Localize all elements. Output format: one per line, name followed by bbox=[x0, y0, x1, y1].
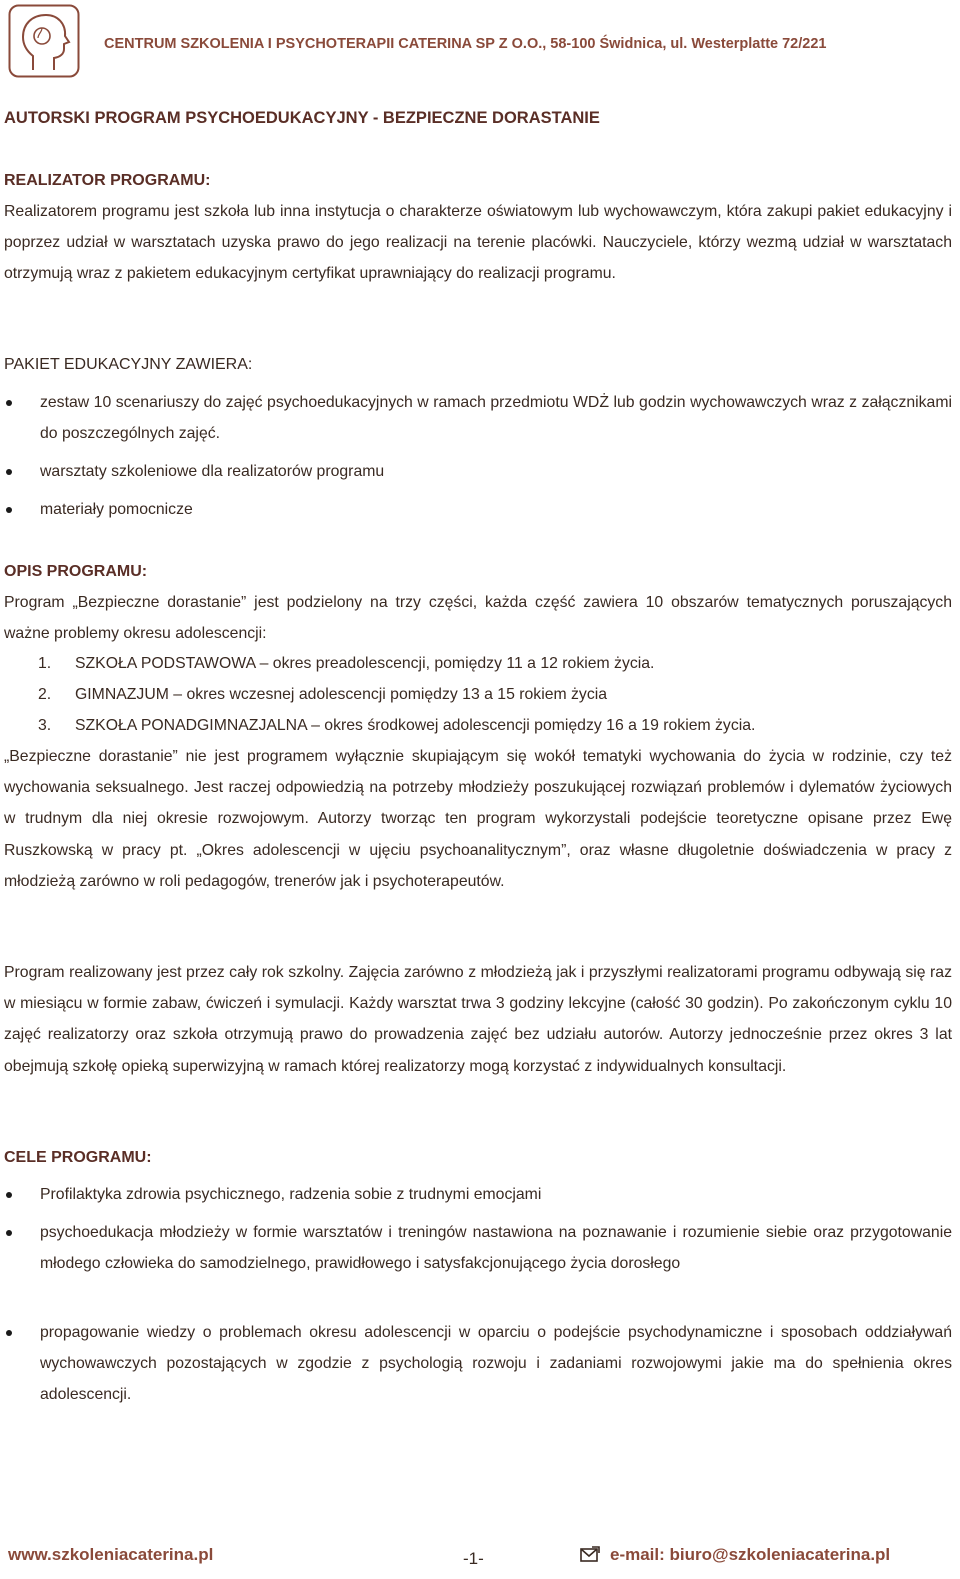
opis-intro: Program „Bezpieczne dorastanie” jest podzielony na trzy części, każda część zawiera 10 obszarów tematycznych poruszających ważne problemy okresu adolescencji: bbox=[4, 594, 952, 643]
realizator-text: Realizatorem programu jest szkoła lub inna instytucja o charakterze oświatowym lub wychowawczym, która zakupi pakiet edukacyjny i poprzez udział w warsztatach uzyska prawo do jego realizacji na terenie placówki. Nauczyciele, którzy wezmą udział w warsztatach otrzymują wraz z pakietem edukacyjnym certyfikat uprawniający do realizacji programu. bbox=[4, 203, 952, 283]
header-organization: CENTRUM SZKOLENIA I PSYCHOTERAPII CATERINA SP Z O.O., 58-100 Świdnica, ul. Westerplatte 72/221 bbox=[104, 36, 827, 52]
numbered-item bbox=[38, 655, 654, 673]
item-number: 2. bbox=[38, 686, 52, 703]
numbered-item bbox=[38, 717, 755, 735]
cele-item: psychoedukacja młodzieży w formie warsztatów i treningów nastawiona na poznawanie i rozumienie siebie oraz przygotowanie młodego człowieka do samodzielnego, prawidłowego i satysfakcjonującego życia dorosłego bbox=[40, 1224, 952, 1272]
footer-website-link[interactable]: www.szkoleniacaterina.pl bbox=[8, 1545, 214, 1564]
item-text: SZKOŁA PODSTAWOWA – okres preadolescencji, pomiędzy 11 a 12 rokiem życia. bbox=[75, 655, 655, 672]
bullet-icon bbox=[6, 1192, 12, 1198]
document-title: AUTORSKI PROGRAM PSYCHOEDUKACYJNY - BEZPIECZNE DORASTANIE bbox=[4, 109, 600, 127]
page-number: -1- bbox=[463, 1549, 484, 1568]
bullet-icon bbox=[6, 1330, 12, 1336]
bullet-icon bbox=[6, 400, 12, 406]
item-text: SZKOŁA PONADGIMNAZJALNA – okres środkowej adolescencji pomiędzy 16 a 19 rokiem życia. bbox=[75, 717, 756, 734]
item-number: 3. bbox=[38, 717, 52, 734]
head-profile-logo bbox=[8, 4, 80, 78]
numbered-item bbox=[38, 686, 607, 704]
pakiet-item: materiały pomocnicze bbox=[40, 501, 193, 518]
cele-item: Profilaktyka zdrowia psychicznego, radzenia sobie z trudnymi emocjami bbox=[40, 1186, 542, 1203]
opis-paragraph: Program realizowany jest przez cały rok szkolny. Zajęcia zarówno z młodzieżą jak i przyszłymi realizatorami programu odbywają się raz w miesiącu w formie zabaw, ćwiczeń i symulacji. Każdy warsztat trwa 3 godziny lekcyjne (całość 30 godzin). Po zakończonym cyklu 10 zajęć realizatorzy oraz szkoła otrzymują prawo do prowadzenia zajęć bez udziału autorów. Autorzy jednocześnie przez okres 3 lat obejmują szkołę opieką superwizyjną w ramach której realizatorzy mogą korzystać z indywidualnych konsultacji. bbox=[4, 964, 952, 1075]
footer-email-text: e-mail: biuro@szkoleniacaterina.pl bbox=[610, 1545, 891, 1564]
envelope-icon bbox=[580, 1546, 600, 1562]
bullet-icon bbox=[6, 1230, 12, 1236]
pakiet-item: zestaw 10 scenariuszy do zajęć psychoedukacyjnych w ramach przedmiotu WDŻ lub godzin wychowawczych wraz z załącznikami do poszczególnych zajęć. bbox=[40, 394, 952, 442]
section-heading-cele: CELE PROGRAMU: bbox=[4, 1149, 152, 1166]
item-number: 1. bbox=[38, 655, 52, 672]
opis-paragraph: „Bezpieczne dorastanie” nie jest programem wyłącznie skupiającym się wokół tematyki wychowania do życia w rodzinie, czy też wychowania seksualnego. Jest raczej odpowiedzią na potrzeby młodzieży poszukującej rozwiązań problemów i dylematów życiowych w trudnym dla niej okresie rozwojowym. Autorzy tworząc ten program wykorzystali podejście teoretyczne opisane przez Ewę Ruszkowską w pracy pt. „Okres adolescencji w ujęciu psychoanalitycznym”, oraz własne długoletnie doświadczenia w pracy z młodzieżą zarówno w roli pedagogów, trenerów jak i psychoterapeutów. bbox=[4, 748, 952, 890]
section-heading-realizator: REALIZATOR PROGRAMU: bbox=[4, 172, 211, 189]
footer-email[interactable] bbox=[580, 1545, 890, 1565]
bullet-icon bbox=[6, 469, 12, 475]
pakiet-item: warsztaty szkoleniowe dla realizatorów programu bbox=[40, 463, 385, 480]
item-text: GIMNAZJUM – okres wczesnej adolescencji pomiędzy 13 a 15 rokiem życia bbox=[75, 686, 608, 703]
bullet-icon bbox=[6, 507, 12, 513]
cele-item: propagowanie wiedzy o problemach okresu adolescencji w oparciu o podejście psychodynamiczne i sposobach oddziaływań wychowawczych pozostających w zgodzie z psychologią rozwoju i zadaniami rozwojowymi jakie ma do spełnienia okres adolescencji. bbox=[40, 1324, 952, 1403]
section-heading-opis: OPIS PROGRAMU: bbox=[4, 563, 148, 580]
section-heading-pakiet: PAKIET EDUKACYJNY ZAWIERA: bbox=[4, 356, 253, 373]
